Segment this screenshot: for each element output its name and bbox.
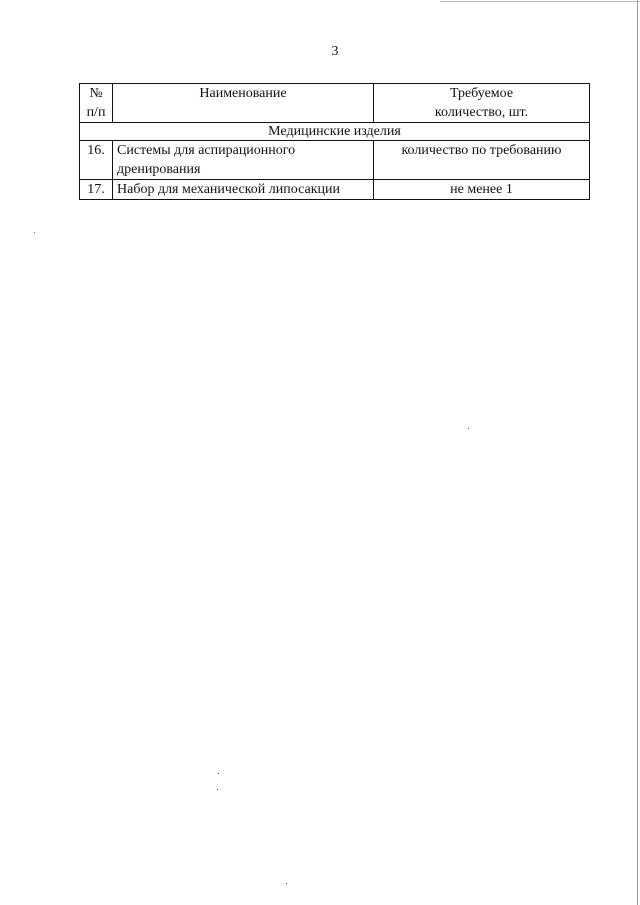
items-table [79,83,590,200]
row-name [113,141,374,180]
page-edge [637,0,638,905]
row-name-line2: дренирования [117,162,201,177]
header-number-line2: п/п [86,105,106,120]
row-name-line1: Системы для аспирационного [117,143,296,158]
row-name: Набор для механической липосакции [113,180,374,200]
row-quantity: количество по требованию [374,141,590,180]
scan-speck [34,232,35,233]
page-edge-top [440,1,640,2]
header-name: Наименование [113,84,374,123]
page-number: 3 [331,44,339,59]
table-header-row [80,84,590,123]
header-quantity [374,84,590,123]
row-number: 16. [80,141,113,180]
header-number [80,84,113,123]
table-row [80,141,590,180]
table-row [80,180,590,200]
scan-speck [286,883,287,884]
header-number-line1: № [89,86,103,101]
scan-speck [468,428,469,429]
header-quantity-line2: количество, шт. [434,105,529,120]
section-row [80,123,590,141]
section-title: Медицинские изделия [80,123,590,141]
scan-speck [218,773,219,774]
row-number: 17. [80,180,113,200]
row-quantity: не менее 1 [374,180,590,200]
header-quantity-line1: Требуемое [449,86,514,101]
scan-speck [217,789,218,790]
